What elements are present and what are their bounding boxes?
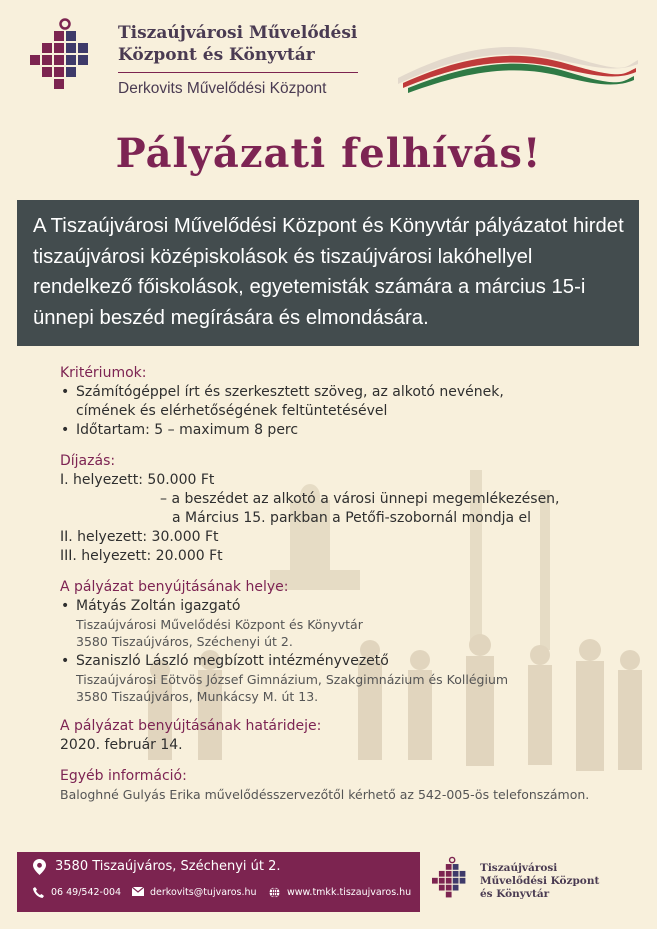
contact-address: 3580 Tiszaújváros, Széchenyi út 2. [76,634,293,649]
page-title: Pályázati felhívás! [115,130,542,177]
other-text: Baloghné Gulyás Erika művelődésszervezőtől kérhető az 542-005-ös telefonszámon. [60,787,590,802]
footer-phone-text: 06 49/542-004 [51,887,122,898]
footer-bar [17,852,420,912]
footer-org-name [480,862,599,901]
logo-icon [432,856,470,902]
prize-second: II. helyezett: 30.000 Ft [60,529,219,545]
prize-first-note: a Március 15. parkban a Petőfi-szobornál mondja el [172,510,532,526]
contact-org: Tiszaújvárosi Művelődési Központ és Könyvtár [76,617,363,632]
org-name [118,22,357,66]
footer-org-line: és Könyvtár [480,888,550,900]
criteria-item: • Időtartam: 5 – maximum 8 perc [60,421,630,440]
footer-email-text: derkovits@tujvaros.hu [150,887,257,898]
org-name-line1: Tiszaújvárosi Művelődési [118,23,358,43]
footer-org-line: Művelődési Központ [480,875,600,887]
criteria-item [60,383,630,421]
footer-email[interactable] [132,887,257,899]
criteria-item-line: • Számítógéppel írt és szerkesztett szöveg, az alkotó nevének, [76,384,504,400]
footer-phone[interactable] [33,887,122,901]
contact-address: 3580 Tiszaújváros, Munkácsy M. út 13. [76,689,319,704]
footer-web[interactable] [269,887,412,901]
prize-third: III. helyezett: 20.000 Ft [60,548,223,564]
org-divider [118,72,358,73]
phone-icon [33,887,44,898]
logo-icon [30,18,96,96]
location-pin-icon [33,859,46,875]
other-heading: Egyéb információ: [60,768,187,784]
prize-first-note: – a beszédet az alkotó a városi ünnepi megemlékezésen, [160,491,560,507]
deadline-heading: A pályázat benyújtásának határideje: [60,718,322,734]
email-icon [132,887,144,896]
org-name-line2: Központ és Könyvtár [118,45,315,65]
contact-name: • Szaniszló László megbízott intézményvezető [60,652,630,671]
criteria-item-line: címének és elérhetőségének feltüntetésével [76,403,388,419]
content [60,364,630,803]
submission-heading: A pályázat benyújtásának helye: [60,579,289,595]
deadline-date: 2020. február 14. [60,737,183,753]
prizes-heading: Díjazás: [60,453,116,469]
intro-box: A Tiszaújvárosi Művelődési Központ és Könyvtár pályázatot hirdet tiszaújvárosi középiskolások és tiszaújvárosi lakóhellyel rendelkező főiskolások, egyetemisták számára a március 15-i ünnepi beszéd megírására és elmondására. [17,200,639,346]
flag-ribbon-icon [398,38,638,98]
criteria-heading: Kritériumok: [60,365,147,381]
contact-name: • Mátyás Zoltán igazgató [60,597,630,616]
globe-icon [269,887,280,898]
prize-first: I. helyezett: 50.000 Ft [60,472,215,488]
footer-address [33,859,281,879]
footer-org-line: Tiszaújvárosi [480,862,558,874]
footer-address-text: 3580 Tiszaújváros, Széchenyi út 2. [55,859,281,874]
footer-web-text: www.tmkk.tiszaujvaros.hu [287,887,412,898]
contact-org: Tiszaújvárosi Eötvös József Gimnázium, Szakgimnázium és Kollégium [76,672,509,687]
org-subtitle: Derkovits Művelődési Központ [118,80,327,97]
